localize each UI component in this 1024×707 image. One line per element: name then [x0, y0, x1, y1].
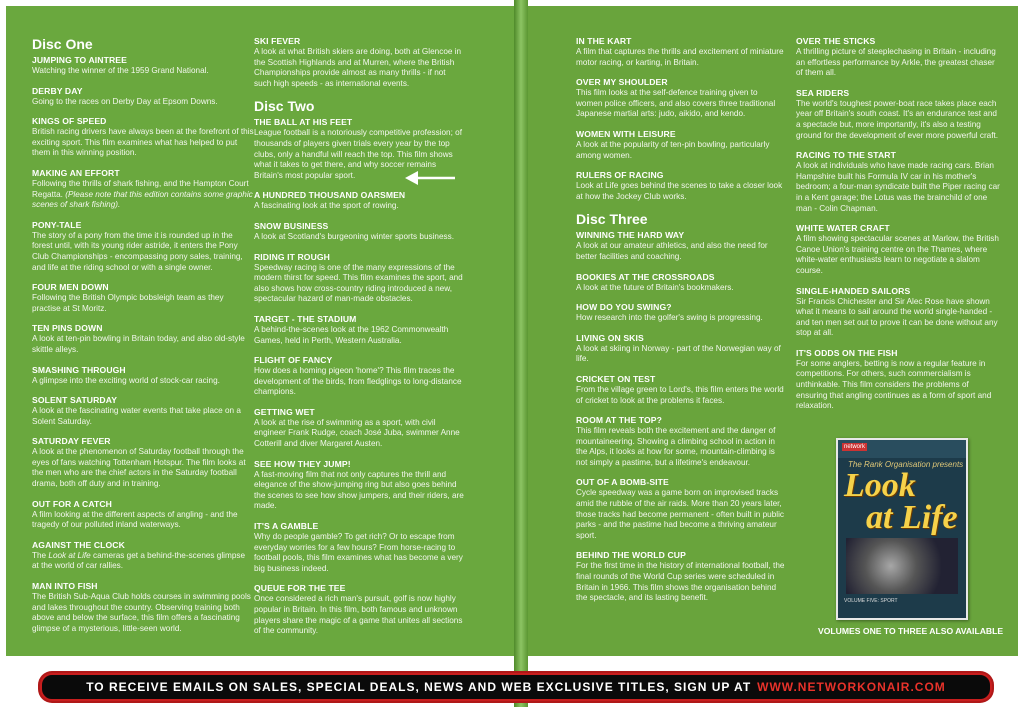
film-description: A look at skiing in Norway - part of the Norwegian way of life.	[576, 343, 781, 364]
film-title: MAKING AN EFFORT	[32, 167, 120, 178]
film-description: Sir Francis Chichester and Sir Alec Rose have shown what it means to sail around the world single-handed - and ten men set out to prove it can be done without any stop at all.	[796, 296, 998, 338]
film-entry	[576, 36, 786, 68]
film-entry	[576, 333, 786, 365]
film-description: Cycle speedway was a game born on improvised tracks amid the rubble of the air raids. More than 20 years later, those tracks had become permanent - often built in public parks - and the pastime had become a thriving amateur sport.	[576, 488, 784, 540]
film-title: AGAINST THE CLOCK	[32, 539, 125, 550]
film-description: A film looking at the different aspects of angling - and the tragedy of our polluted inland waterways.	[32, 509, 238, 530]
column-disc-three	[576, 36, 786, 613]
film-entry	[32, 365, 254, 387]
film-entry	[576, 272, 786, 294]
signup-banner	[40, 673, 992, 701]
dvd-cover-image	[836, 438, 968, 620]
spine-fold	[514, 0, 528, 707]
film-entry	[254, 252, 464, 305]
film-title: WHITE WATER CRAFT	[796, 223, 890, 234]
film-description: A film showing spectacular scenes at Marlow, the British Canoe Union's training centre on the Thames, where white-water enthusiasts learn to negotiate a slalom course.	[796, 234, 999, 275]
film-entry	[32, 168, 254, 211]
film-description: A look at ten-pin bowling in Britain today, and also old-style skittle alleys.	[32, 334, 245, 354]
film-entry	[576, 550, 786, 603]
film-entry	[576, 374, 786, 406]
film-description: Following the British Olympic bobsleigh team as they practise at St Moritz.	[32, 293, 224, 313]
film-title: SEE HOW THEY JUMP!	[254, 458, 351, 469]
film-title: SKI FEVER	[254, 36, 301, 46]
film-description: Going to the races on Derby Day at Epsom Downs.	[32, 96, 218, 106]
film-entry	[32, 540, 254, 572]
disc-three-heading: Disc Three	[576, 211, 648, 228]
film-description: A look at our amateur athletics, and also the need for better facilities and coaching.	[576, 241, 768, 261]
film-entry	[254, 36, 464, 89]
film-title: SMASHING THROUGH	[32, 364, 126, 375]
film-entry	[32, 116, 254, 159]
film-entry	[32, 581, 254, 634]
film-description: How research into the golfer's swing is progressing.	[576, 313, 763, 323]
film-description: A fast-moving film that not only captures the thrill and elegance of the show-jumping ring but also goes behind the scenes to see how show jumpers, and their riders, are made.	[254, 469, 464, 511]
series-title: Look at Life	[48, 550, 91, 560]
film-entry	[796, 223, 1002, 276]
film-entry	[32, 499, 254, 531]
film-title: KINGS OF SPEED	[32, 116, 107, 127]
cover-montage	[846, 538, 958, 594]
film-description: A look at the phenomenon of Saturday football through the eyes of fans watching Tottenham Hotspur. The film looks at the men who are the chief actors in the Saturday football drama, both off duty and in training.	[32, 447, 246, 489]
film-title: CRICKET ON TEST	[576, 373, 656, 384]
film-description: League football is a notoriously competitive profession; of thousands of players given trials every year by the top clubs, only a handful will reach the top. This film shows what it takes to get there, and why soccer remains Britain's most popular sport.	[254, 128, 462, 180]
film-description: Following the thrills of shark fishing, and the Hampton Court Regatta. (Please note that this edition contains some graphic scenes of shark fishing).	[32, 178, 253, 210]
film-entry	[254, 521, 464, 574]
film-entry	[576, 415, 786, 468]
film-description: For some anglers, betting is now a regular feature in competitions. For others, such commercialism is unthinkable. This film considers the problems of ensuring that angling continues as a form of sport and relaxation.	[796, 358, 992, 411]
film-description: The story of a pony from the time it is rounded up in the forest until, with its young rider astride, it enters the Pony Club Championships - encompassing pony sales, training, and life at the riding school or with a single owner.	[32, 230, 243, 272]
film-title: OUT FOR A CATCH	[32, 498, 112, 509]
film-title: OUT OF A BOMB-SITE	[576, 477, 669, 488]
film-entry	[576, 230, 786, 262]
film-entry	[32, 282, 254, 314]
film-entry	[254, 407, 464, 450]
disc-one-heading: Disc One	[32, 36, 93, 52]
film-title: A HUNDRED THOUSAND OARSMEN	[254, 190, 406, 201]
film-description: A thrilling picture of steeplechasing in Britain - including an effortless performance by Arkle, the greatest chaser of them all.	[796, 47, 996, 78]
film-title: IT'S A GAMBLE	[254, 521, 319, 532]
film-description: A look at the rise of swimming as a sport, with civil engineer Frank Rudge, coach José Juba, swimmer Anne Cotterill and diver Margaret Austen.	[254, 417, 460, 449]
film-title: ROOM AT THE TOP?	[576, 415, 662, 426]
film-description: The world's toughest power-boat race takes place each year off Britain's south coast. It's an endurance test and a spectacle but, more importantly, it's also a testing ground for the development of ever more powerful craft.	[796, 98, 999, 140]
film-title: SNOW BUSINESS	[254, 220, 329, 231]
film-description: For the first time in the history of international football, the final rounds of the World Cup series were scheduled in Britain in 1966. This film shows the organisation behind the spectacle, and its lasting benefit.	[576, 561, 785, 603]
column-continued	[796, 36, 1002, 421]
film-entry	[576, 477, 786, 541]
film-title: TEN PINS DOWN	[32, 323, 103, 334]
look-at-life-logo: Look at Life	[844, 467, 958, 536]
cover-presenter: The Rank Organisation presents	[848, 460, 964, 469]
film-description: From the village green to Lord's, this film enters the world of cricket to look at the problems it faces.	[576, 384, 784, 405]
film-title: BOOKIES AT THE CROSSROADS	[576, 271, 715, 282]
film-title: RACING TO THE START	[796, 150, 896, 161]
film-title: HOW DO YOU SWING?	[576, 302, 672, 313]
film-title: WINNING THE HARD WAY	[576, 230, 685, 241]
film-entry	[254, 190, 464, 212]
film-title: TARGET - THE STADIUM	[254, 313, 357, 324]
film-entry	[32, 86, 254, 108]
film-description: A look at what British skiers are doing, both at Glencoe in the Scottish Highlands and at Murren, where the British Championships provide almost as many thrills - if not such high speeds - as international events.	[254, 47, 462, 88]
film-title: SOLENT SATURDAY	[32, 395, 118, 406]
film-title: WOMEN WITH LEISURE	[576, 128, 676, 139]
film-description: This film looks at the self-defence training given to women police officers, and also covers three traditional Japanese martial arts: judo, aikido, and kendo.	[576, 88, 776, 119]
film-entry	[254, 221, 464, 243]
film-description: Look at Life goes behind the scenes to take a closer look at how the Jockey Club works.	[576, 181, 783, 201]
film-entry	[796, 286, 1002, 339]
film-title: MAN INTO FISH	[32, 581, 98, 592]
film-title: LIVING ON SKIS	[576, 332, 644, 343]
film-entry	[32, 55, 254, 77]
film-title: QUEUE FOR THE TEE	[254, 583, 346, 594]
column-disc-one	[32, 36, 254, 643]
film-title: GETTING WET	[254, 406, 315, 417]
film-title: THE BALL AT HIS FEET	[254, 117, 353, 128]
arrow-left-icon	[405, 170, 457, 186]
film-entry	[796, 150, 1002, 214]
film-title: PONY-TALE	[32, 219, 82, 230]
film-entry	[576, 170, 786, 202]
film-title: JUMPING TO AINTREE	[32, 55, 127, 65]
film-description: Once considered a rich man's pursuit, golf is now highly popular in Britain. In this film, both famous and unknown players share the magic of a game that unites all sections of the community.	[254, 594, 463, 636]
film-description: Speedway racing is one of the many expressions of the modern thirst for speed. This film examines the sport, and also shows how cross-country riding introduced a new, spectacular hazard of man-made obstacles.	[254, 262, 463, 304]
column-disc-two	[254, 36, 464, 646]
film-entry	[32, 323, 254, 355]
film-title: SINGLE-HANDED SAILORS	[796, 285, 911, 296]
film-title: IN THE KART	[576, 36, 632, 46]
film-description: A glimpse into the exciting world of stock-car racing.	[32, 375, 220, 385]
film-title: SEA RIDERS	[796, 87, 850, 98]
film-description: A look at individuals who have made racing cars. Brian Hampshire built his Formula IV car in his mother's bedroom; a four-man syndicate built the Piper racing car in a Kent garage; the Lotus was the brainchild of one man - Colin Chapman.	[796, 161, 1000, 213]
film-title: RIDING IT ROUGH	[254, 251, 330, 262]
film-title: OVER MY SHOULDER	[576, 77, 668, 88]
film-description: A look at Scotland's burgeoning winter sports business.	[254, 231, 454, 241]
film-entry	[254, 355, 464, 398]
film-description: A film that captures the thrills and excitement of miniature motor racing, or karting, in Britain.	[576, 47, 784, 67]
film-entry	[254, 459, 464, 512]
film-description: British racing drivers have always been at the forefront of this exciting sport. This film examines what has helped to put them in this winning position.	[32, 127, 254, 158]
film-description: Why do people gamble? To get rich? Or to escape from everyday worries for a few hours? From horse-racing to football pools, this film examines what has become a very big business indeed.	[254, 532, 463, 573]
volumes-caption: VOLUMES ONE TO THREE ALSO AVAILABLE	[818, 626, 1004, 636]
cover-volume-text: VOLUME FIVE: SPORT	[844, 598, 898, 604]
film-entry	[796, 36, 1002, 79]
film-title: OVER THE STICKS	[796, 36, 876, 46]
film-description: A fascinating look at the sport of rowing.	[254, 201, 399, 211]
film-title: DERBY DAY	[32, 85, 83, 96]
film-entry	[576, 302, 786, 324]
film-description: A behind-the-scenes look at the 1962 Commonwealth Games, held in Perth, Western Australia.	[254, 324, 449, 345]
film-title: RULERS OF RACING	[576, 170, 664, 181]
film-entry	[796, 88, 1002, 141]
film-entry	[254, 314, 464, 346]
film-title: IT'S ODDS ON THE FISH	[796, 347, 898, 358]
film-entry	[32, 395, 254, 427]
film-description: A look at the popularity of ten-pin bowling, particularly among women.	[576, 139, 770, 160]
film-description: The British Sub-Aqua Club holds courses in swimming pools and lakes throughout the country. Observing training both above and below the surface, this film offers a fascinating glimpse of a mysterious, little-seen world.	[32, 592, 251, 633]
film-description: A look at the fascinating water events that take place on a Solent Saturday.	[32, 406, 241, 426]
film-title: FOUR MEN DOWN	[32, 282, 109, 293]
film-entry	[796, 348, 1002, 412]
publisher-logo: network	[844, 444, 866, 450]
film-title: FLIGHT OF FANCY	[254, 355, 333, 366]
banner-text: TO RECEIVE EMAILS ON SALES, SPECIAL DEALS, NEWS AND WEB EXCLUSIVE TITLES, SIGN UP AT	[86, 680, 752, 694]
film-entry	[576, 129, 786, 161]
film-title: BEHIND THE WORLD CUP	[576, 550, 686, 561]
film-entry	[254, 583, 464, 636]
film-description: This film reveals both the excitement and the danger of mountaineering. Showing a climbing school in action in the Alps, it looks at how for some, mountain-climbing is not simply a pastime, but a lifetime's endeavour.	[576, 426, 776, 467]
film-description: A look at the future of Britain's bookmakers.	[576, 282, 734, 292]
film-entry	[576, 77, 786, 120]
website-link[interactable]: WWW.NETWORKONAIR.COM	[757, 680, 946, 694]
film-description: The Look at Life cameras get a behind-the-scenes glimpse at the world of car rallies.	[32, 550, 246, 571]
film-description: Watching the winner of the 1959 Grand National.	[32, 66, 209, 75]
film-title: SATURDAY FEVER	[32, 436, 111, 447]
film-entry	[32, 220, 254, 273]
content-warning: (Please note that this edition contains some graphic scenes of shark fishing).	[32, 189, 253, 210]
film-description: How does a homing pigeon 'home'? This film traces the development of the birds, from fledglings to long-distance champions.	[254, 366, 462, 397]
disc-two-heading: Disc Two	[254, 98, 315, 115]
film-entry	[32, 436, 254, 489]
